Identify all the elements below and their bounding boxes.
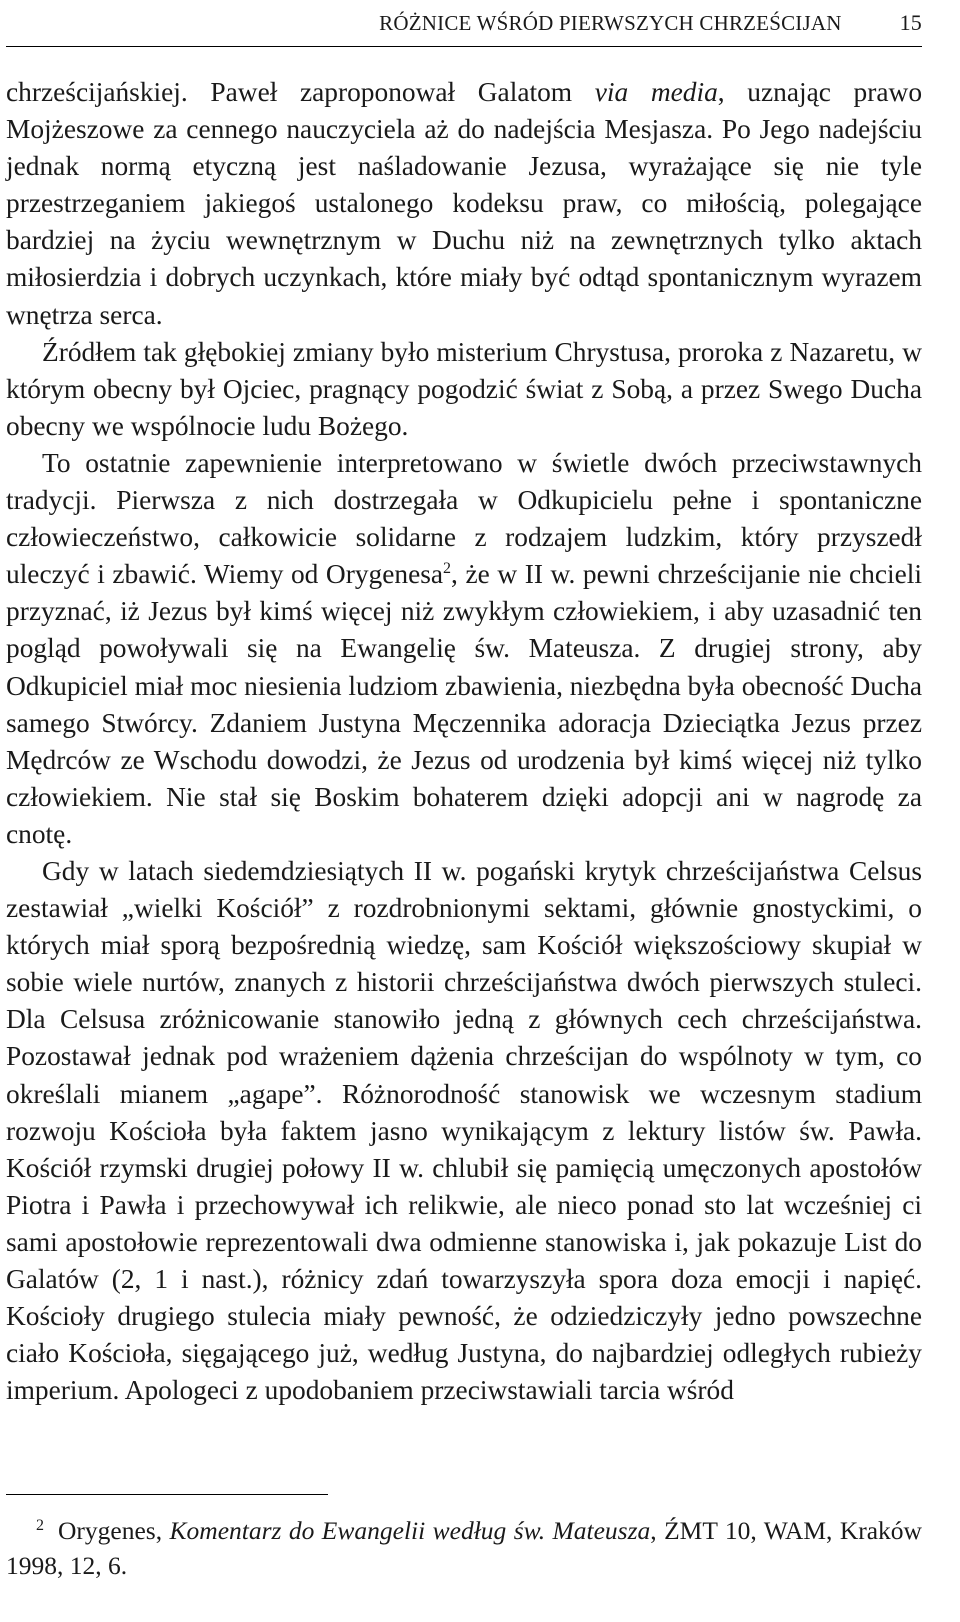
footnote-reference: 2 (443, 560, 452, 578)
text-run: , ŹMT 10, WAM, Kraków 1998, 12, 6. (6, 1516, 922, 1580)
paragraph (6, 74, 922, 334)
running-title: RÓŻNICE WŚRÓD PIERWSZYCH CHRZEŚCIJAN (379, 10, 842, 35)
footnote-rule (6, 1494, 328, 1495)
body-text (6, 74, 922, 1409)
paragraph (6, 445, 922, 853)
italic-text: Komentarz do Ewangelii według św. Mateusza (169, 1516, 651, 1545)
text-run: , uznając prawo Mojżeszowe za cennego nauczyciela aż do nadejścia Mesjasza. Po Jego nadejściu jednak normą etyczną jest naśladowanie Jezusa, wyrażające się nie tyle przestrzeganiem jakiegoś ustalonego kodeksu praw, co miłością, polegające bardziej na życiu wewnętrznym w Duchu niż na zewnętrznych tylko aktach miłosierdzia i dobrych uczynkach, które miały być odtąd spontanicznym wyrazem wnętrza serca. (6, 77, 923, 330)
paragraph (6, 853, 922, 1409)
text-run: chrześcijańskiej. Paweł zaproponował Galatom (6, 77, 595, 107)
running-header (6, 0, 922, 47)
footnote-list (6, 1513, 922, 1583)
text-run: Gdy w latach siedemdziesiątych II w. pogański krytyk chrześcijaństwa Celsus zestawiał „wielki Kościół” z rozdrobnionymi sektami, głównie gnostyckimi, o których miał sporą bezpośrednią wiedzę, sam Kościół większościowy skupiał w sobie wiele nurtów, znanych z historii chrześcijaństwa dwóch pierwszych stuleci. Dla Celsusa zróżnicowanie stanowiło jedną z głównych cech chrześcijaństwa. Pozostawał jednak pod wrażeniem dążenia chrześcijan do wspólnoty w tym, co określali mianem „agape”. Różnorodność stanowisk we wczesnym stadium rozwoju Kościoła była faktem jasno wynikającym z lektury listów św. Pawła. Kościół rzymski drugiej połowy II w. chlubił się pamięcią umęczonych apostołów Piotra i Pawła i przechowywał ich relikwie, ale nieco ponad sto lat wcześniej ci sami apostołowie reprezentowali dwa odmienne stanowiska i, jak pokazuje List do Galatów (2, 1 i nast.), różnicy zdań towarzyszyła spora doza emocji i napięć. Kościoły drugiego stulecia miały pewność, że odziedziczyły jedno powszechne ciało Kościoła, sięgającego już, według Justyna, do najbardziej odległych rubieży imperium. Apologeci z upodobaniem przeciwstawiali tarcia wśród (6, 855, 922, 1406)
page-number: 15 (899, 10, 922, 35)
text-run: To ostatnie zapewnienie interpretowano w świetle dwóch przeciwstawnych tradycji. Pierwsza z nich dostrzegała w Odkupicielu pełne i spontaniczne człowieczeństwo, całkowicie solidarne z rodzajem ludzkim, który przyszedł uleczyć i zbawić. Wiemy od Orygenesa (6, 447, 922, 590)
text-run: Źródłem tak głębokiej zmiany było misterium Chrystusa, proroka z Nazaretu, w którym obecny był Ojciec, pragnący pogodzić świat z Sobą, a przez Swego Ducha obecny we wspólnocie ludu Bożego. (6, 336, 922, 441)
text-run: , że w II w. pewni chrześcijanie nie chcieli przyznać, iż Jezus był kimś więcej niż zwykłym człowiekiem, i aby uzasadnić ten pogląd powoływali się na Ewangelię św. Mateusza. Z drugiej strony, aby Odkupiciel miał moc niesienia ludziom zbawienia, niezbędna była obecność Ducha samego Stwórcy. Zdaniem Justyna Męczennika adoracja Dzieciątka Jezus przez Mędrców ze Wschodu dowodzi, że Jezus od urodzenia był kimś więcej niż tylko człowiekiem. Nie stał się Boskim bohaterem dzięki adopcji ani w nagrodę za cnotę. (6, 559, 922, 849)
footnote-number: 2 (36, 1516, 44, 1534)
footnotes (6, 1494, 922, 1583)
text-run: Orygenes, (58, 1516, 170, 1545)
italic-text: via media (594, 77, 718, 107)
paragraph (6, 334, 922, 445)
footnote (6, 1513, 922, 1583)
